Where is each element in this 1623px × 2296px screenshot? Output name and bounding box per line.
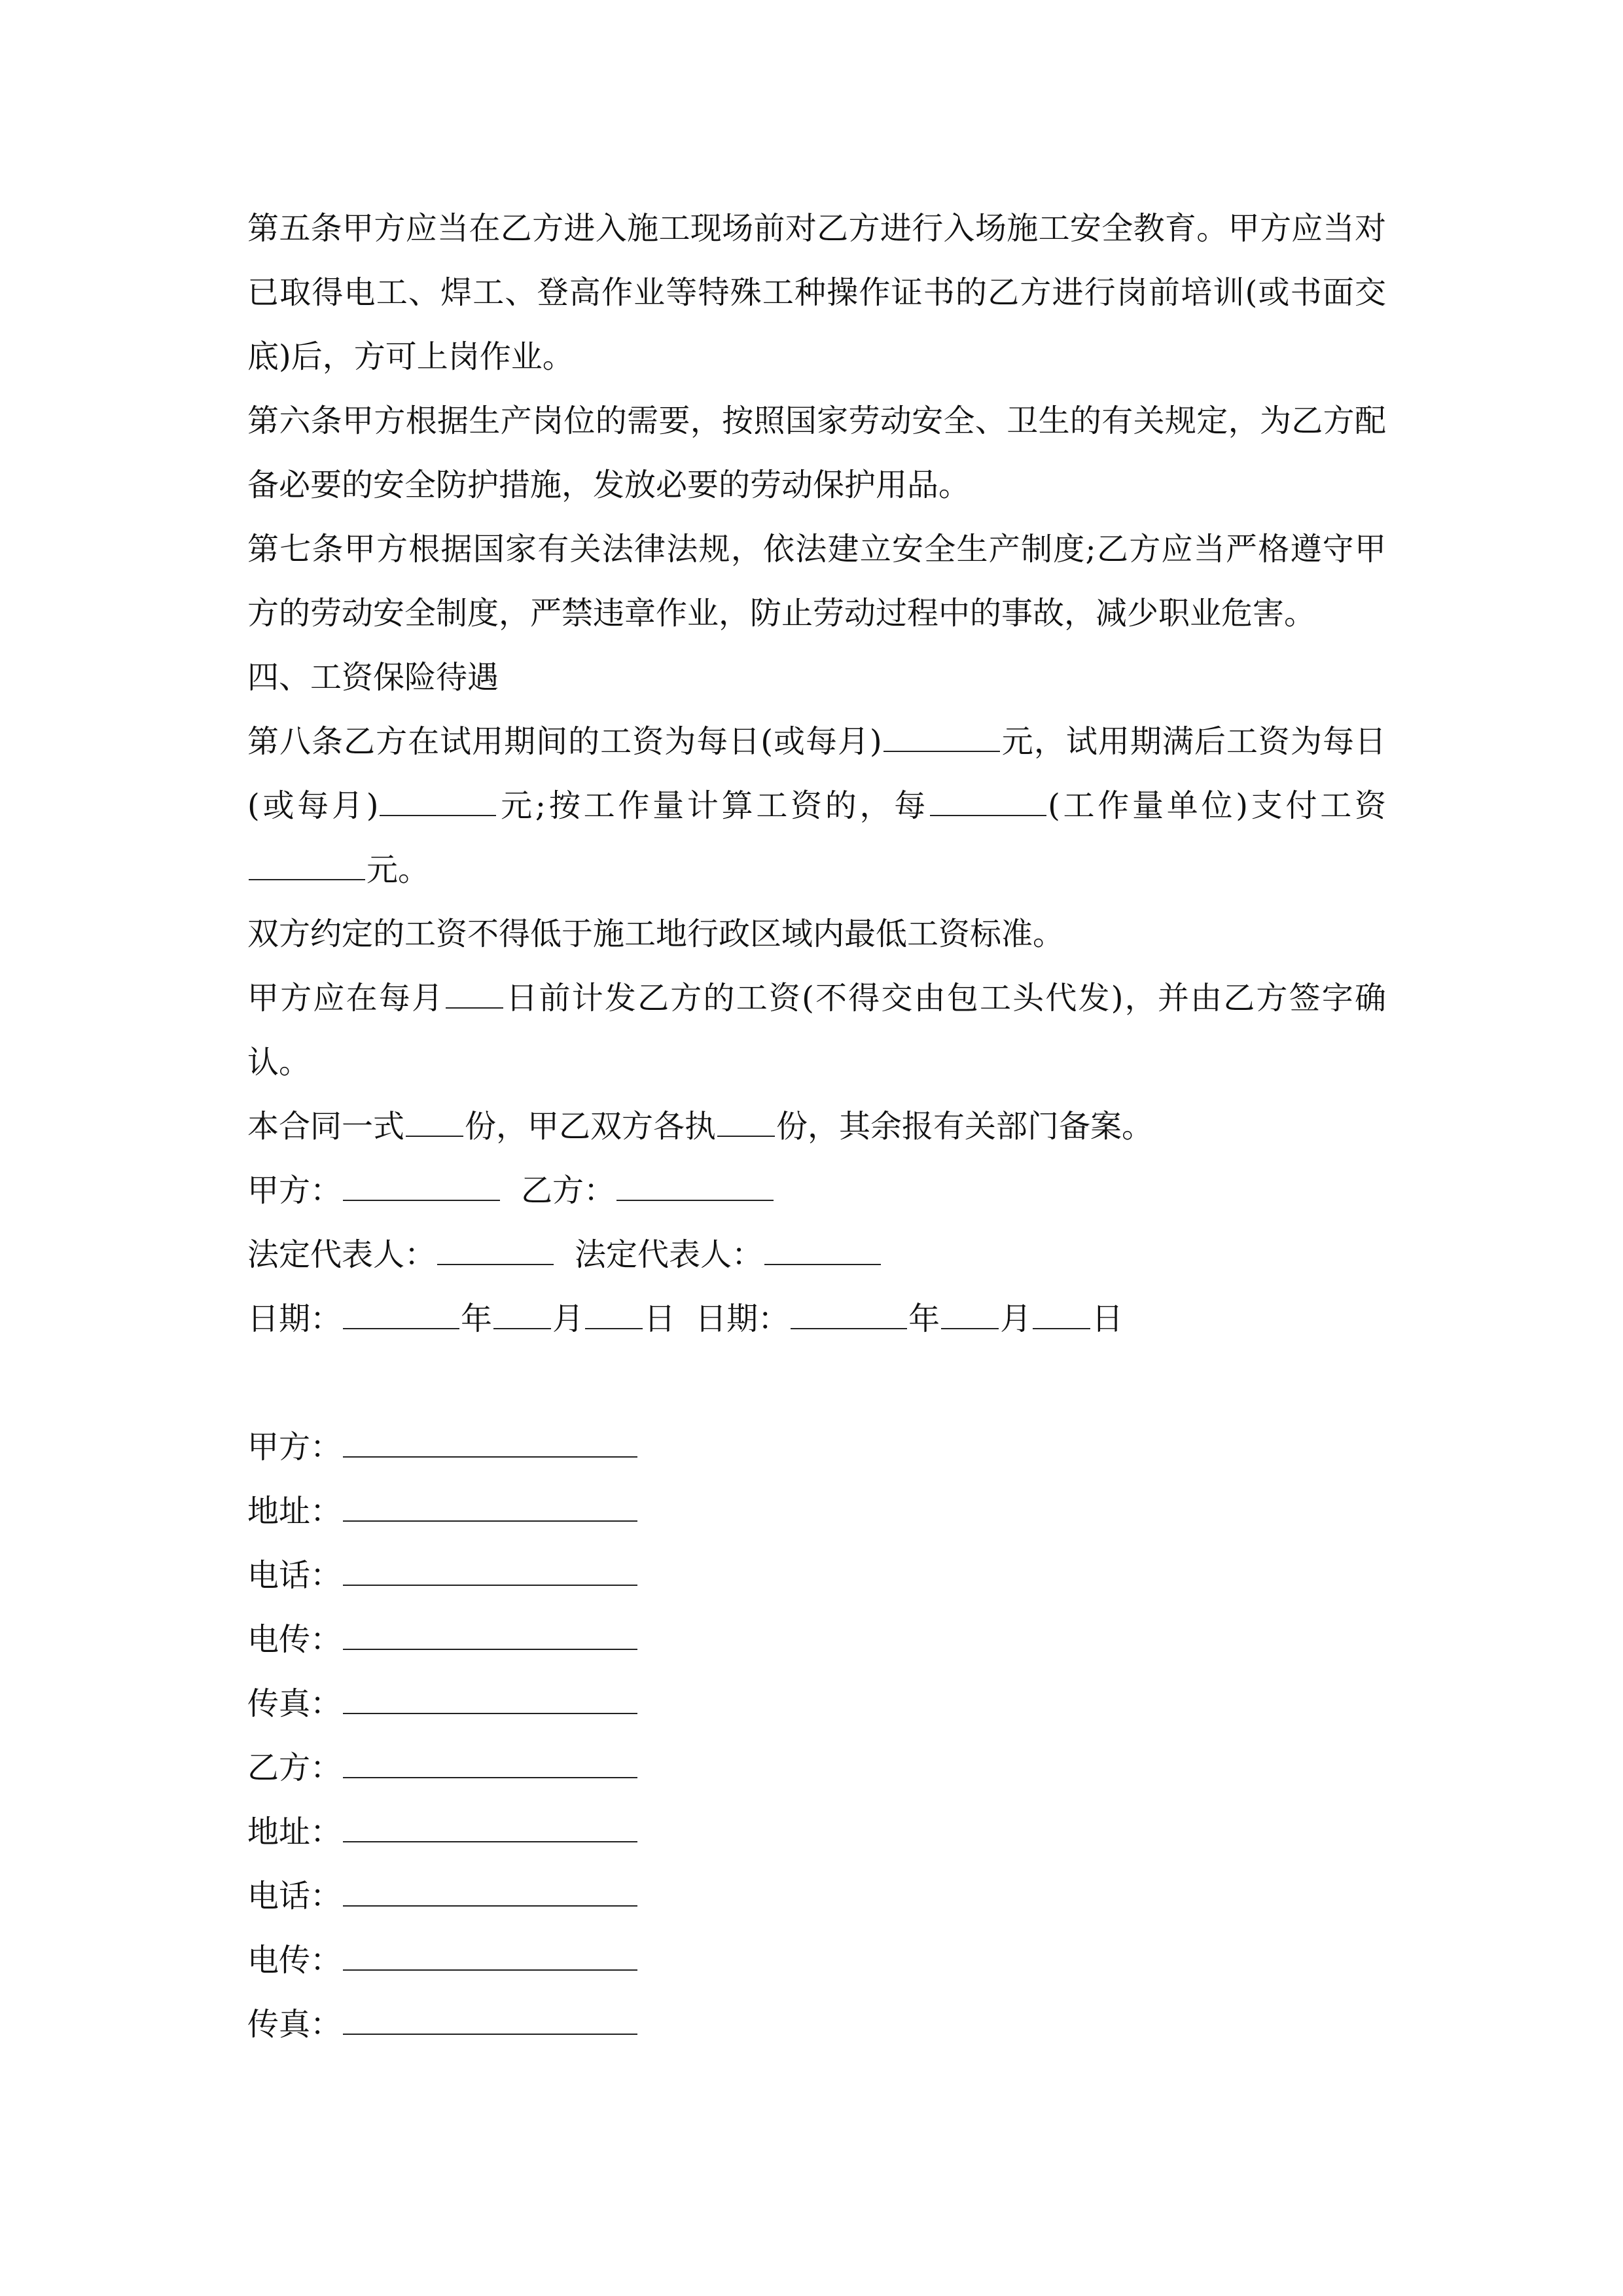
contact-a-address-blank[interactable] [343, 1482, 637, 1522]
payday-blank[interactable] [446, 969, 503, 1009]
contact-a-fax-blank[interactable] [343, 1675, 637, 1714]
contact-b-fax-blank[interactable] [343, 1996, 637, 2035]
contact-b-party-label: 乙方： [247, 1749, 342, 1786]
article-8-text-1: 第八条乙方在试用期间的工资为每日(或每月) [247, 723, 882, 760]
contact-b-telegraph-row [247, 1928, 1386, 1992]
party-b-day-label: 日 [1092, 1300, 1124, 1337]
contact-b-telegraph-label: 电传： [247, 1942, 342, 1979]
article-8-text-3: 元;按工作量计算工资的，每 [497, 787, 929, 824]
party-b-legal-rep-label: 法定代表人： [575, 1236, 764, 1273]
legal-rep-row [247, 1223, 1386, 1287]
contact-b-address-label: 地址： [247, 1814, 342, 1850]
contact-b-party-row [247, 1736, 1386, 1800]
party-a-date-label: 日期： [247, 1300, 342, 1337]
contact-b-party-blank[interactable] [343, 1739, 637, 1778]
contact-b-telegraph-blank[interactable] [343, 1931, 637, 1971]
article-8 [247, 709, 1386, 902]
contact-a-party-row [247, 1415, 1386, 1479]
contact-a-party-blank[interactable] [343, 1418, 637, 1458]
payday-text-2: 日前计发乙方的工资(不得交由包工头代发)，并由乙方签字确认。 [247, 980, 1386, 1081]
contact-b-address-blank[interactable] [343, 1803, 637, 1842]
signature-party-row [247, 1158, 1386, 1223]
contact-a-address-row [247, 1479, 1386, 1543]
article-6: 第六条甲方根据生产岗位的需要，按照国家劳动安全、卫生的有关规定，为乙方配备必要的安全防护措施，发放必要的劳动保护用品。 [247, 403, 1386, 503]
contact-b-phone-blank[interactable] [343, 1867, 637, 1907]
contact-b-fax-row [247, 1992, 1386, 2056]
total-copies-blank[interactable] [406, 1098, 463, 1137]
payday-clause [247, 966, 1386, 1094]
probation-wage-blank[interactable] [883, 713, 1000, 752]
copies-clause [247, 1094, 1386, 1158]
party-a-month-blank[interactable] [493, 1290, 551, 1329]
party-b-month-blank[interactable] [941, 1290, 999, 1329]
article-8-text-4: (工作量单位)支付工资 [1048, 787, 1386, 824]
contact-a-telegraph-blank[interactable] [343, 1611, 637, 1650]
copies-text-3: 份，其余报有关部门备案。 [776, 1108, 1154, 1145]
article-8-text-2: 元，试用期满后工资为每日(或每月) [247, 723, 1386, 824]
contact-a-phone-label: 电话： [247, 1557, 342, 1594]
contact-a-party-label: 甲方： [247, 1429, 342, 1465]
copies-text-1: 本合同一式 [247, 1108, 405, 1145]
copies-text-2: 份，甲乙双方各执 [465, 1108, 717, 1145]
party-a-label: 甲方： [247, 1172, 342, 1209]
party-a-legal-rep-blank[interactable] [437, 1226, 554, 1265]
payday-text-1: 甲方应在每月 [247, 980, 445, 1016]
section-4-heading: 四、工资保险待遇 [247, 659, 499, 696]
contact-b-phone-row [247, 1864, 1386, 1928]
contact-b-phone-label: 电话： [247, 1878, 342, 1914]
party-b-label: 乙方： [521, 1172, 616, 1209]
contact-b-fax-label: 传真： [247, 2006, 342, 2043]
contact-a-fax-label: 传真： [247, 1685, 342, 1722]
document-body [247, 196, 1386, 2056]
contact-a-phone-blank[interactable] [343, 1547, 637, 1586]
party-a-year-blank[interactable] [343, 1290, 459, 1329]
regular-wage-blank[interactable] [380, 777, 496, 816]
contact-a-telegraph-label: 电传： [247, 1621, 342, 1658]
each-party-copies-blank[interactable] [717, 1098, 775, 1137]
article-5: 第五条甲方应当在乙方进入施工现场前对乙方进行入场施工安全教育。甲方应当对已取得电工、焊工、登高作业等特殊工种操作证书的乙方进行岗前培训(或书面交底)后，方可上岗作业。 [247, 210, 1386, 375]
party-a-signature-blank[interactable] [343, 1162, 500, 1201]
party-b-signature-blank[interactable] [616, 1162, 774, 1201]
party-a-day-label: 日 [644, 1300, 676, 1337]
contact-b-address-row [247, 1800, 1386, 1864]
party-b-year-blank[interactable] [791, 1290, 907, 1329]
party-b-month-label: 月 [1000, 1300, 1032, 1337]
party-b-year-label: 年 [908, 1300, 940, 1337]
work-unit-blank[interactable] [930, 777, 1046, 816]
party-b-day-blank[interactable] [1033, 1290, 1090, 1329]
piece-wage-blank[interactable] [249, 841, 365, 880]
article-8-text-5: 元。 [366, 852, 430, 888]
party-a-day-blank[interactable] [585, 1290, 643, 1329]
date-row [247, 1287, 1386, 1351]
party-b-legal-rep-blank[interactable] [764, 1226, 881, 1265]
party-a-legal-rep-label: 法定代表人： [247, 1236, 437, 1273]
min-wage-clause: 双方约定的工资不得低于施工地行政区域内最低工资标准。 [247, 916, 1065, 952]
contact-a-address-label: 地址： [247, 1493, 342, 1530]
contact-a-telegraph-row [247, 1607, 1386, 1672]
contact-a-fax-row [247, 1672, 1386, 1736]
contact-a-phone-row [247, 1543, 1386, 1607]
party-a-month-label: 月 [552, 1300, 584, 1337]
article-7: 第七条甲方根据国家有关法律法规，依法建立安全生产制度;乙方应当严格遵守甲方的劳动安全制度，严禁违章作业，防止劳动过程中的事故，减少职业危害。 [247, 531, 1386, 632]
party-b-date-label: 日期： [695, 1300, 790, 1337]
party-a-year-label: 年 [461, 1300, 493, 1337]
